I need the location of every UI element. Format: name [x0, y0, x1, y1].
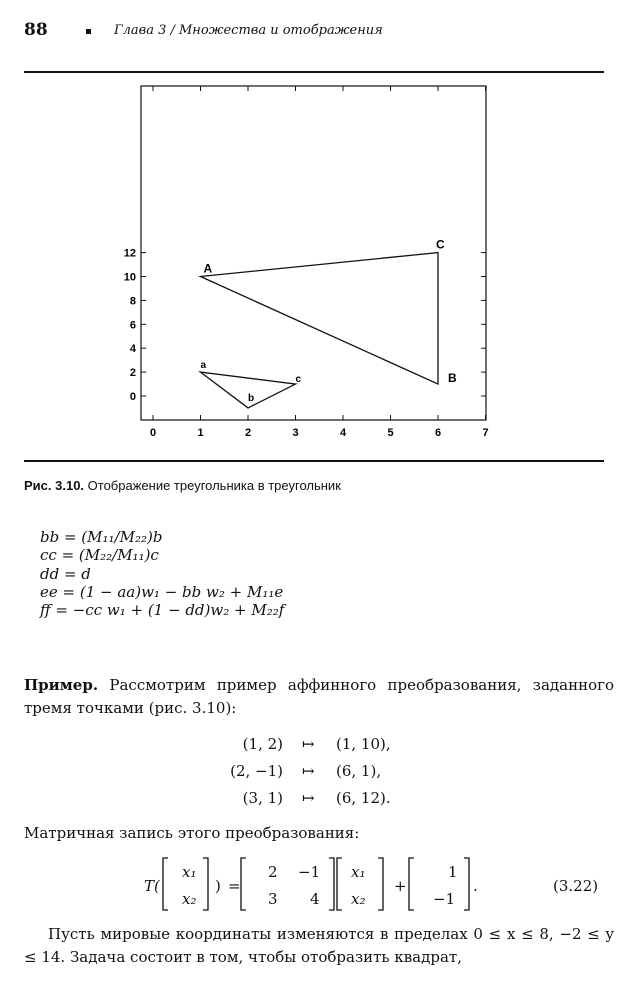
eq-lhs: T( — [144, 877, 160, 895]
eq-m11: 2 — [268, 863, 278, 881]
axis-tick-labels — [124, 248, 489, 439]
mapping-arrow: ↦ — [302, 789, 315, 807]
vertex-label-B: B — [448, 371, 457, 386]
y-tick-label: 12 — [123, 247, 136, 260]
formula-line: ff = −cc w₁ + (1 − dd)w₂ + M₂₂f — [40, 601, 285, 620]
vertex-label-a: a — [200, 360, 207, 372]
eq-close-paren: ) — [215, 877, 221, 895]
example-text: Рассмотрим пример аффинного преобразования, заданного тремя точками (рис. 3.10): — [24, 676, 614, 717]
eq-x2-vector: x₂ — [351, 890, 366, 908]
formula-line: dd = d — [40, 564, 91, 583]
running-head: Глава 3 / Множества и отображения — [114, 23, 383, 38]
eq-b1: 1 — [448, 863, 458, 881]
x-tick-label: 5 — [387, 427, 394, 439]
formula-line: cc = (M₂₂/M₁₁)c — [40, 546, 159, 565]
formula-line: ee = (1 − aa)w₁ − bb w₂ + M₁₁e — [40, 582, 284, 601]
mapping-arrow: ↦ — [302, 735, 315, 753]
mapping-to: (1, 10), — [336, 735, 391, 753]
x-tick-label: 2 — [244, 427, 252, 439]
y-tick-label: 8 — [129, 295, 136, 308]
mapping-arrow: ↦ — [302, 762, 315, 780]
figure-rule — [24, 460, 604, 462]
closing-paragraph: Пусть мировые координаты изменяются в пределах 0 ≤ x ≤ 8, −2 ≤ y ≤ 14. Задача состоит в том, чтобы отобразить квадрат, — [24, 925, 614, 966]
y-tick-label: 2 — [129, 367, 136, 380]
formula-block — [40, 528, 284, 619]
eq-period: . — [473, 877, 478, 895]
example-label: Пример. — [24, 676, 99, 694]
eq-equals: = — [228, 877, 241, 895]
x-tick-label: 7 — [482, 427, 489, 439]
page-number: 88 — [24, 20, 48, 40]
matrix-intro: Матричная запись этого преобразования: — [24, 824, 360, 842]
mapping-from: (3, 1) — [242, 789, 283, 807]
x-tick-label: 4 — [339, 427, 347, 439]
x-tick-label: 3 — [292, 427, 299, 439]
vertex-label-C: C — [436, 237, 445, 252]
figure-caption — [24, 478, 341, 493]
example-paragraph — [24, 674, 614, 720]
vertex-label-b: b — [248, 392, 255, 404]
figure-triangle-plot — [0, 0, 641, 470]
y-tick-label: 6 — [129, 319, 136, 332]
caption-label: Рис. 3.10. — [24, 478, 85, 493]
y-tick-label: 4 — [129, 343, 136, 356]
vertex-label-c: c — [295, 374, 302, 386]
eq-m12: −1 — [298, 863, 321, 881]
plot-series — [201, 238, 458, 408]
formula-line: bb = (M₁₁/M₂₂)b — [40, 528, 163, 546]
x-tick-label: 6 — [434, 427, 442, 439]
mapping-to: (6, 12). — [336, 789, 391, 807]
eq-x2: x₂ — [182, 890, 197, 908]
eq-x1: x₁ — [182, 863, 197, 881]
mapping-from: (2, −1) — [230, 762, 283, 780]
equation-number: (3.22) — [553, 877, 599, 895]
eq-plus: + — [394, 877, 407, 895]
mapping-from: (1, 2) — [242, 735, 283, 753]
vertex-label-A: A — [203, 261, 213, 276]
eq-x1-vector: x₁ — [351, 863, 366, 881]
triangle-ABC — [201, 253, 439, 384]
x-tick-label: 0 — [149, 427, 157, 439]
matrix-equation — [0, 850, 641, 920]
mapping-to: (6, 1), — [336, 762, 382, 780]
eq-m22: 4 — [310, 890, 320, 908]
y-tick-label: 0 — [129, 391, 136, 403]
eq-m21: 3 — [268, 890, 278, 908]
x-tick-label: 1 — [197, 427, 204, 439]
eq-b2: −1 — [433, 890, 456, 908]
caption-text: Отображение треугольника в треугольник — [87, 478, 341, 493]
y-tick-label: 10 — [123, 271, 136, 284]
